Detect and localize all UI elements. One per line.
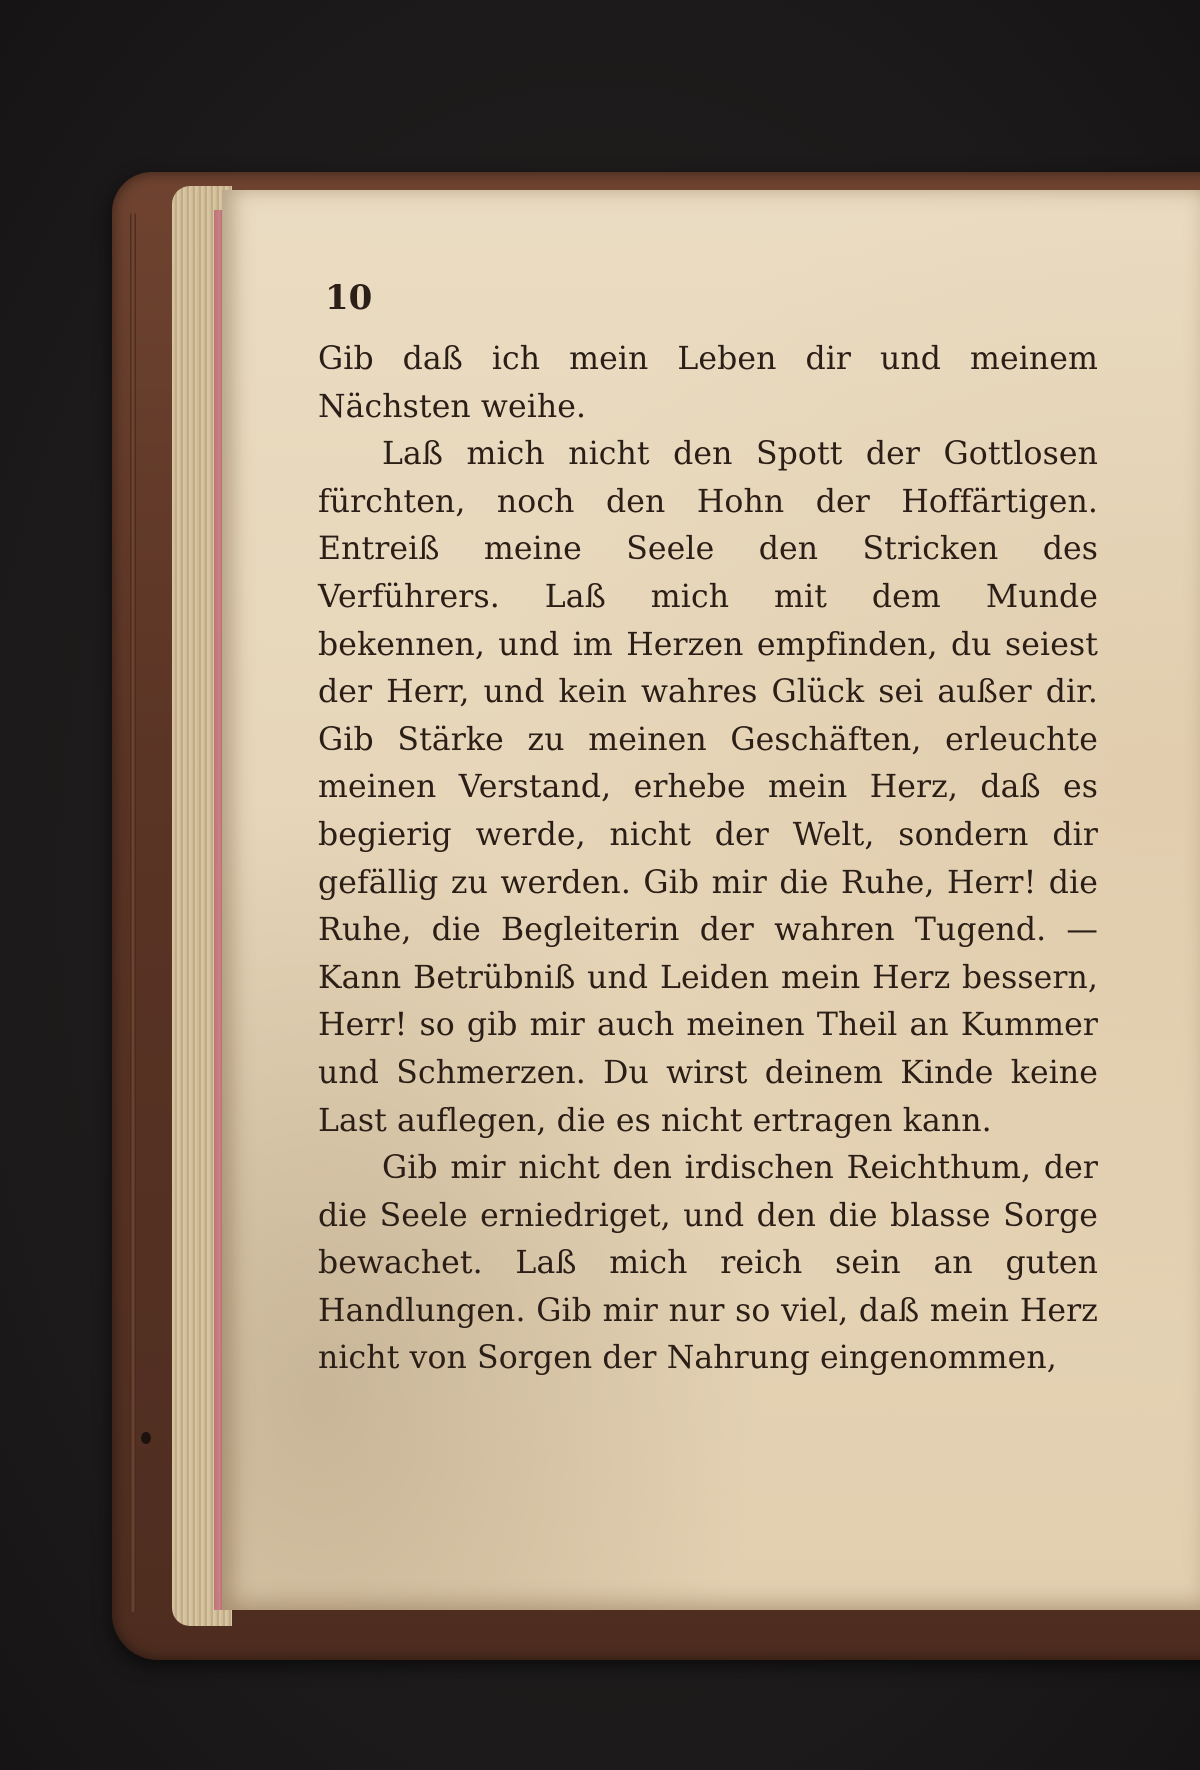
paragraph-1: Gib daß ich mein Leben dir und meinem Nächsten weihe. xyxy=(318,341,1098,425)
page-text xyxy=(318,336,1098,1383)
page-number: 10 xyxy=(325,278,373,318)
paragraph-2: Laß mich nicht den Spott der Gottlosen fürchten, noch den Hohn der Hoffärtigen. Entreiß meine Seele den Stricken des Verführers. Laß mich mit dem Munde bekennen, und im Herzen empfinden, du seiest der Herr, und kein wahres Glück sei außer dir. Gib Stärke zu meinen Geschäften, erleuchte meinen Verstand, erhebe mein Herz, daß es begierig werde, nicht der Welt, sondern dir gefällig zu werden. Gib mir die Ruhe, Herr! die Ruhe, die Begleiterin der wahren Tugend. — Kann Betrübniß und Leiden mein Herz bessern, Herr! so gib mir auch meinen Theil an Kummer und Schmerzen. Du wirst deinem Kinde keine Last auflegen, die es nicht ertragen kann. xyxy=(318,436,1098,1139)
book-page xyxy=(222,190,1200,1610)
cover-rivet xyxy=(141,1432,151,1444)
cover-edge-highlight xyxy=(130,212,136,1612)
paragraph-3: Gib mir nicht den irdischen Reichthum, der die Seele erniedriget, und den die blasse Sorge bewachet. Laß mich reich sein an guten Handlungen. Gib mir nur so viel, daß mein Herz nicht von Sorgen der Nahrung eingenommen, xyxy=(318,1150,1098,1377)
